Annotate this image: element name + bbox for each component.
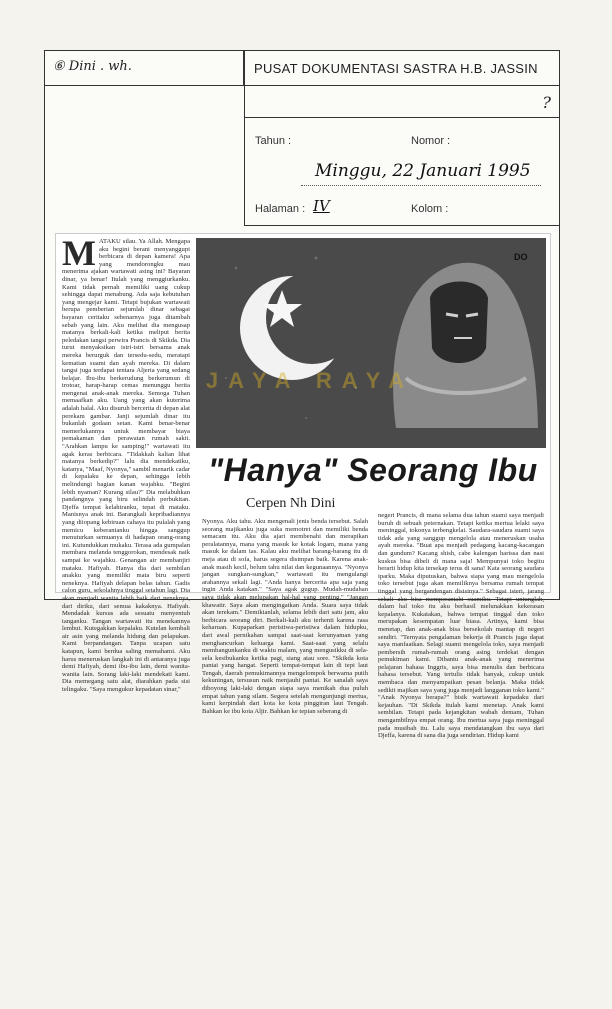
- dropcap-letter: M: [62, 233, 96, 273]
- institution-title: PUSAT DOKUMENTASI SASTRA H.B. JASSIN: [254, 61, 538, 76]
- watermark-stamp: JAYA RAYA: [205, 368, 415, 393]
- newspaper-clipping: [55, 233, 551, 740]
- catalog-code-box: [45, 51, 244, 86]
- story-byline: Cerpen Nh Dini: [246, 496, 336, 511]
- catalog-code: ⑥ Dini . wh.: [53, 59, 132, 74]
- date-handwritten: Minggu, 22 Januari 1995: [315, 161, 531, 181]
- clipping-sheet: [44, 50, 560, 740]
- nomor-label: Nomor :: [411, 135, 451, 147]
- question-mark: ?: [542, 93, 551, 112]
- text-column-1: [62, 233, 190, 694]
- illustration-svg: [196, 238, 546, 448]
- institution-header: [244, 51, 559, 86]
- halaman-label: Halaman :: [255, 203, 306, 215]
- story-headline: "Hanya" Seorang Ibu: [208, 452, 538, 488]
- story-illustration: [196, 238, 546, 448]
- halaman-value: IV: [313, 197, 330, 215]
- text-column-3: negeri Prancis, di mana selama dua tahun suami saya menjadi buruh di sebuah peternakan. Tetapi ketika mertua lelaki saya meninggal, tokonya terbengkelai. Saudara-saudara suami saya tidak ada yang sanggup mengelola atau meneruskan usaha ayah mereka. "Buat apa menjadi pedagang kacang-kacangan dan gundum? Kacang shish, cabe kalengan harissa dan nasi kuskus bisa dibeli di mana saja! Mempunyai toko begitu berarti hidup kita tersekap terus di sana! Kata seorang saudara iparku. Maka diputuskan, bahwa siapa yang mau mengelola toko tersebut juga akan memiliknya bersama rumah tempat tinggal yang bergandengan disisinya." Sebagai isteri, jarang sekali aku bisa memperantahi suamiku. Tetapi untunglah, dalam hal toko itu aku berhasil melunakkan kekerasan kepalanya. Kukatakan, bahwa tempat tinggal dan toko merupakan kesempatan luar biasa. Artinya, kami bisa menetap, dan anak-anak bisa bersekolah mantap di negeri sendiri. "Ternyata pengalaman bekerja di Prancis juga dapat saya manfaatkan. Selagi suami mengelola toko, saya menjadi pembersih rumah-rumah orang asing terdekat dengan pemukiman kami. Dibantu anak-anak yang menerima pelajaran bahasa Inggris, saya bisa menulis dan berbicara bahasa tersebut. Yang tertulis tidak banyak, cukup untuk membaca dan menyampaikan pesan belanja. Maka tidak sedikit majikan saya yang juga menjadi langganan toko kami." "Anak Nyonya berapa?" bisik wartawati kepadaku dari kejauhan. "Di Skikda itulah kami menetap. Anak kami sembilan. Tetapi pada kejangkitan wabah demam, Tuhan mengambilnya empat orang. Ibu mertua saya juga meninggal pada musibah itu. Lalu saya mendatangkan ibu saya dari Djeffa, karena di sana dia juga sendirian. Hidup kami: [378, 512, 544, 740]
- column-1-text: ATAKU silau. Ya Allah. Mengapa aku begini berani menyanggupi berbicara di depan kamera! Apa yang mendorongku mau menerima ajakan wartawati asing ini? Bayaran dinar, ya benar! Itulah yang menggiurkanku. Kami tidak pernah memiliki uang cukup sehingga dapat menabung. Ada saja kebutuhan yang mengejar kami. Tetapi bujukan wartawati berupa pemberian sejumlah dinar sebagai bayaran ceritaku sebenarnya juga ditambah sebab yang lain. Aku melihat dia mengusap matanya berkali-kali ketika meliput berita peledakan tangsi perwira Prancis di Skikda. Dia turut menyaksikan istri-istri bersama anak mereka berurguk dan tersedu-sedu, meratapi kematian suami dan ayah mereka. Di dalam tangsi juga terdapat tentara Aljeria yang sedang belajar. Ibu-ibu berkerudung berkerumun di trotoar, harap-harap cemas menunggu berita mengenai anak-anak mereka. Semoga Tuhan memaafkan aku. Uang yang akan kuterima adalah halal. Aku disuruh bercerita di depan alat perekam gambar. Janji sejumlah dinar itu bukanlah godaan setan. Kami benar-benar memerlukannya untuk membayar biaya pemakaman dan perawatan rumah sakit. "Arahkan lampu ke samping!" wartawati itu agak keras berbicara. "Tidakkah kalian lihat matanya berkedip?" lalu dia mendekatiku, katanya, "Maaf, Nyonya," sambil menarik cadar di kepalaku ke depan, sehingga lebih melindungi bagian kanan wajahku. "Begini lebih nyaman? Kurang silau?" Dia melabuhkan pandangnya yang biru selindah perbukitan. Djeffa tempat kelahiranku, tepat di mataku. Manisnya anak ini. Barangkali kepribadiannya yang diiopang kebiruan cahaya itu pulalah yang memicu keberanianku hingga sanggup menuturkan semuanya di hadapan orang-orang ini. Kutundukkan mukaku. Terasa ada gumpalan membara melanda tenggorokan, mendesak naik sampai ke wajahku. Genangan air membanjiri mataku. Hafiyah. Hanya dia dari sembilan anakku yang memiliki mata biru seperti neneknya. Hafiyah delapan belas tahun. Gadis calon guru, sekolahnya tinggal setahun lagi. Dia akan menjadi wanita lebih baik dari neneknya, dari diriku, dari semua kakaknya. Hafiyah. Mendadak kursus ada sesuatu menyentuh tanganku. Tangan wartawati itu menekannya lembut. Kutegakkan kepalaku. Kutelan kembali air asin yang melanda hidung dan pelapukan. Kami berpandangan. Tanpa ucapan satu katapun, kami berdua saling memahami. Aku harus meneruskan langkah ini di antaranya juga demi Hafiyah, demi ibu-ibu lain, demi wanita-wanita lain. Sorang laki-laki mendekati kami. Dia memegang satu alat, diarahkan pada sisi telingaku. "Saya mengukur kepadatan sinar,": [62, 238, 190, 694]
- kolom-label: Kolom :: [411, 203, 449, 215]
- text-column-2: Nyonya. Aku tahu. Aku mengenali jenis benda tersebut. Salah seorang majikanku juga suka memotret dan memiliki benda semacam itu. Aku dia ajari membenahi dan merapikan peralatannya, mana yang masuk ke kotak logam, mana yang masuk ke dalam tas. Kalau aku melihat barang-barang itu di meja atau di sofa, harus segera disimpan baik. Karena anak-anak masih kecil, belum tahu nilai dan kegunaannya. "Nyonya jangan sungkan-sungkan," wartawati itu mengulangi arahannya sekali lagi. "Anda hanya bercerita apa saja yang ingin Anda katakan." "Saya agak gugup. Mudah-mudahan saya tidak akan melupakan hal-hal yang penting." "Jangan khawatir. Saya akan mengingatkan Anda. Suara saya tidak akan terekam." Demikianlah, selama lebih dari satu jam, aku berbicara seorang diri. Berkali-kali aku terhenti karena rasa keharuan. Kupaparkan peristiwa-peristiwa dalam hidupku, dari awal pernikahan sampai saat-saat kerunyaman yang menghancurkan keluarga kami. Saat-saat yang selalu membangunkanku di waktu malam, yang mengusikku di sela-sela kesibukanku ketika pagi, siang atau sore. "Skikda kota pantai yang hangat. Seperti tempat-tempat lain di tepi laut Tengah, daerah pemukimannya mengelompok berwarna putih kekuningan, tersusun naik menjauhi pantai. Ke sanalah saya diboyong laki-laki dengan siapa saya menikah dua puluh empat tahun yang silam. Segera setelah mengunjungi mertua, kami kerpindah dari kota ke kota pinggiran laut Tengah. Bahkan ke ibu kota Aljir. Bahkan ke tepian seberang di: [202, 518, 368, 715]
- illustration-signature: DO: [514, 252, 528, 262]
- tahun-label: Tahun :: [255, 135, 292, 147]
